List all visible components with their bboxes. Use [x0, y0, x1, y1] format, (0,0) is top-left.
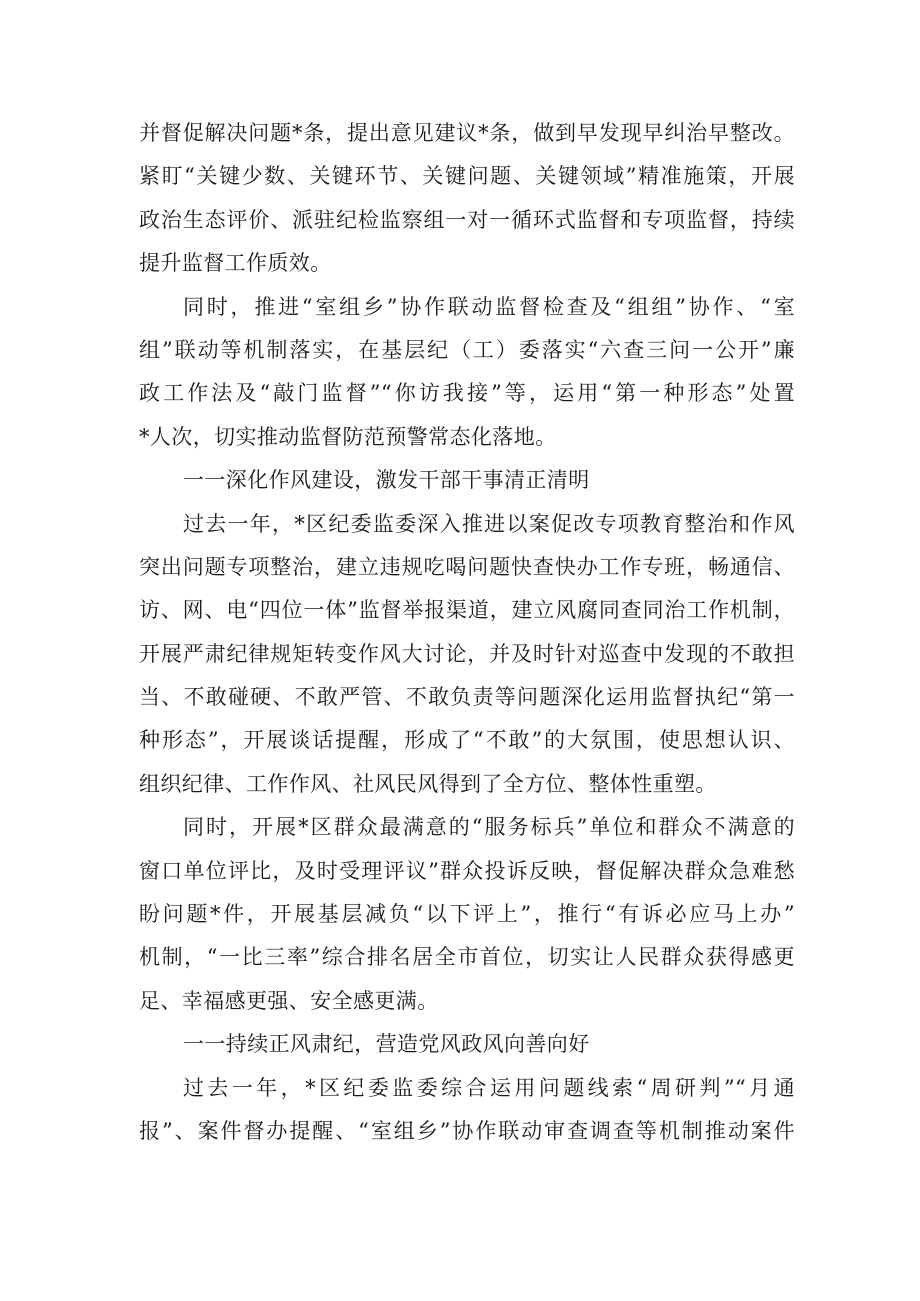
text-line: 当、不敢碰硬、不敢严管、不敢负责等问题深化运用监督执纪“第一 — [139, 685, 795, 710]
text-line: 并督促解决问题*条，提出意见建议*条，做到早发现早纠治早整改。 — [139, 121, 795, 145]
text-line: 提升监督工作质效。 — [139, 251, 332, 276]
text-line: 突出问题专项整治，建立违规吃喝问题快查快办工作专班，畅通信、 — [139, 554, 795, 579]
text-line: 过去一年，*区纪委监委深入推进以案促改专项教育整治和作风 — [183, 511, 795, 536]
text-line: *人次，切实推动监督防范预警常态化落地。 — [139, 424, 557, 449]
text-line: 开展严肃纪律规矩转变作风大讨论，并及时针对巡查中发现的不敢担 — [139, 641, 795, 666]
text-line: 组织纪律、工作作风、社风民风得到了全方位、整体性重塑。 — [139, 771, 717, 796]
text-line: 政治生态评价、派驻纪检监察组一对一循环式监督和专项监督，持续 — [139, 207, 795, 232]
section-heading-line: 一一深化作风建设，激发干部干事清正清明 — [183, 468, 590, 493]
text-line: 机制，“一比三率”综合排名居全市首位，切实让人民群众获得感更 — [139, 945, 795, 970]
text-line: 政工作法及“敲门监督”“你访我接”等，运用“第一种形态”处置 — [139, 381, 795, 406]
text-line: 种形态”，开展谈话提醒，形成了“不敢”的大氛围，使思想认识、 — [139, 728, 795, 753]
text-line: 窗口单位评比，及时受理评议”群众投诉反映，督促解决群众急难愁 — [139, 858, 795, 883]
section-heading-line: 一一持续正风肃纪，营造党风政风向善向好 — [183, 1032, 590, 1057]
text-line: 盼问题*件，开展基层减负“以下评上”，推行“有诉必应马上办” — [139, 902, 795, 927]
text-line: 同时，开展*区群众最满意的“服务标兵”单位和群众不满意的 — [183, 815, 795, 840]
text-line: 报”、案件督办提醒、“室组乡”协作联动审查调查等机制推动案件 — [139, 1118, 795, 1143]
text-line: 同时，推进“室组乡”协作联动监督检查及“组组”协作、“室 — [183, 294, 795, 319]
text-line: 过去一年，*区纪委监委综合运用问题线索“周研判”“月通 — [183, 1075, 795, 1100]
text-line: 访、网、电“四位一体”监督举报渠道，建立风腐同查同治工作机制， — [139, 598, 795, 623]
text-line: 紧盯“关键少数、关键环节、关键问题、关键领域”精准施策，开展 — [139, 164, 795, 189]
text-line: 足、幸福感更强、安全感更满。 — [139, 988, 439, 1013]
document-body — [139, 112, 795, 1153]
text-line: 组”联动等机制落实，在基层纪（工）委落实“六查三问一公开”廉 — [139, 337, 795, 362]
